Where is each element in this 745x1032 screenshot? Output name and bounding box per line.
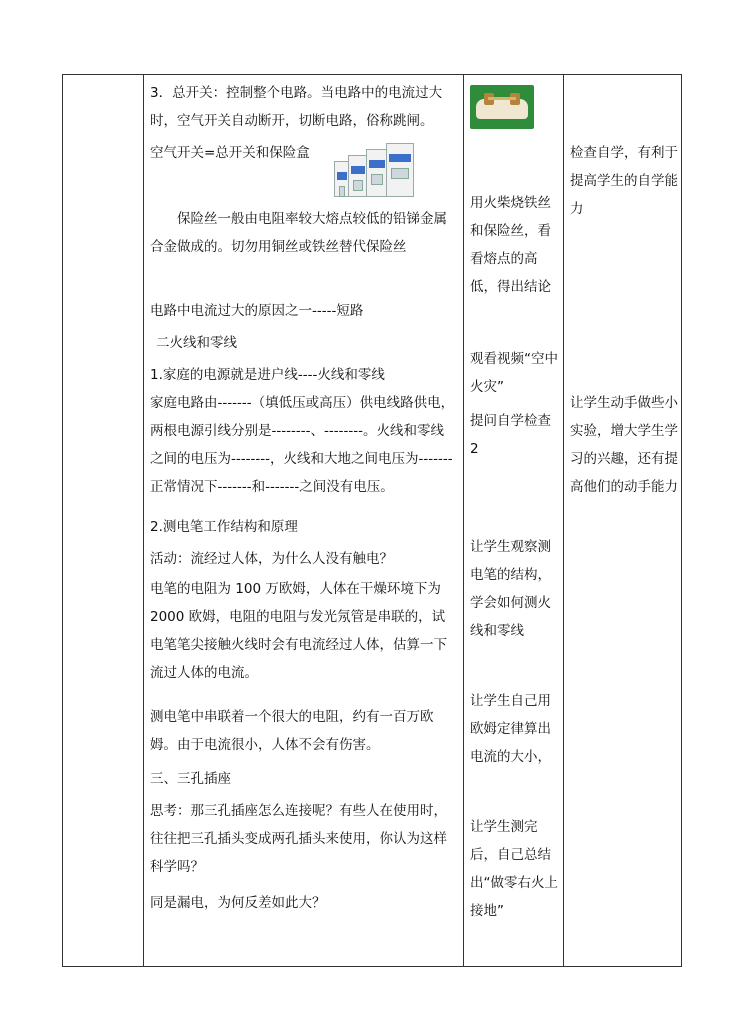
intent-hands-on: 让学生动手做些小实验，增大学生学习的兴趣，还有提高他们的动手能力 [570,395,678,495]
activity-self-check: 提问自学检查 2 [470,413,551,457]
paragraph-think: 思考：那三孔插座怎么连接呢？有些人在使用时，往往把三孔插头变成两孔插头来使用，你认为这样科学吗？ [150,803,447,875]
empty-cell [63,75,143,966]
paragraph-air-switch: 空气开关=总开关和保险盒 [150,145,310,161]
activity-observe-pen: 让学生观察测电笔的结构，学会如何测火线和零线 [470,539,551,639]
paragraph-short-circuit: 电路中电流过大的原因之一-----短路 [150,303,364,319]
paragraph-power-source: 1.家庭的电源就是进户线----火线和零线 [150,367,385,383]
paragraph-fuse: 保险丝一般由电阻率较大熔点较低的铅锑金属合金做成的。切勿用铜丝或铁丝替代保险丝 [150,211,447,255]
lesson-table [62,74,682,967]
content-cell [144,75,463,966]
intent-self-study: 检查自学，有利于提高学生的自学能力 [570,145,678,217]
paragraph-large-resistor: 测电笔中串联着一个很大的电阻，约有一百万欧姆。由于电流很小，人体不会有伤害。 [150,709,434,753]
paragraph-test-pen-resistance: 电笔的电阻为 100 万欧姆，人体在干燥环境下为 2000 欧姆，电阻的电阻与发光氖管是串联的，试电笔笔尖接触火线时会有电流经过人体，估算一下流过人体的电流。 [150,581,447,681]
paragraph-leakage: 同是漏电，为何反差如此大？ [150,895,326,911]
heading-test-pen: 2.测电笔工作结构和原理 [150,519,298,535]
activity-watch-video: 观看视频“空中火灾” [470,351,558,395]
design-intent-cell [564,75,682,966]
activity-burn-test: 用火柴烧铁丝和保险丝，看看熔点的高低，得出结论 [470,195,551,295]
paragraph-household-circuit: 家庭电路由-------（填低压或高压）供电线路供电，两根电源引线分别是--------、--------。火线和零线之间的电压为--------，火线和大地之间电压为-------正常情况下-------和-------之间没有电压。 [150,395,455,495]
heading-three-pin-socket: 三、三孔插座 [150,771,231,787]
fuse-photo [470,85,534,129]
activity-ohms-law: 让学生自己用欧姆定律算出电流的大小， [470,693,551,765]
heading-live-neutral: 二火线和零线 [156,335,237,351]
activity-summary: 让学生测完后，自己总结出“做零右火上接地” [470,819,558,919]
paragraph-main-switch: 3．总开关：控制整个电路。当电路中的电流过大时，空气开关自动断开，切断电路，俗称跳闸。 [150,85,443,129]
paragraph-activity: 活动：流经过人体，为什么人没有触电？ [150,551,393,567]
circuit-breaker-image [334,137,416,197]
student-activity-cell [464,75,563,966]
